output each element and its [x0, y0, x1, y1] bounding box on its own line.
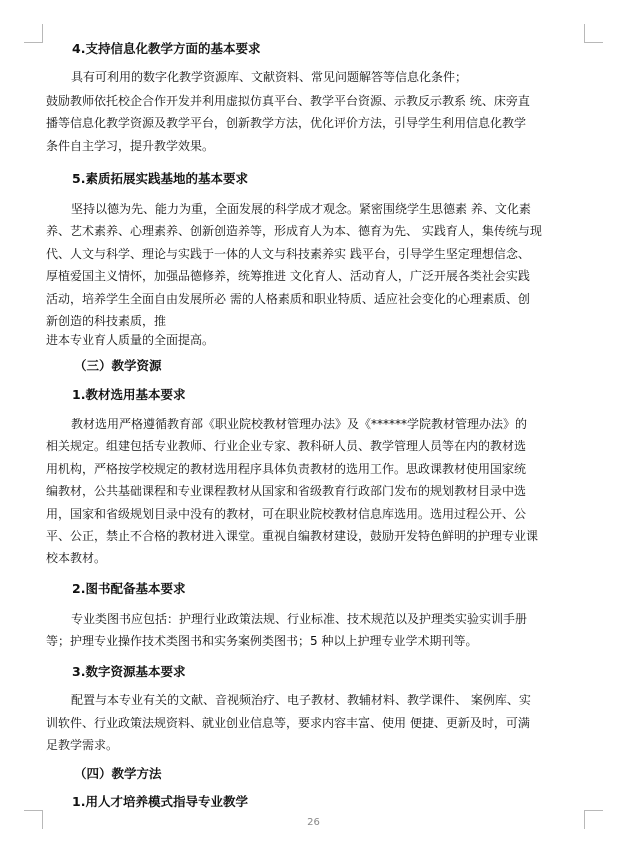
paragraph-line: 养、艺术素养、心理素养、创新创造养等，形成育人为本、德育为先、 实践育人，集传统与现	[46, 224, 542, 238]
section-heading: 5.素质拓展实践基地的基本要求	[72, 171, 248, 186]
paragraph-line: 足教学需求。	[46, 738, 119, 752]
paragraph-line: 代、人文与科学、理论与实践于一体的人文与科技素养实 践平台，引导学生坚定理想信念、	[46, 247, 530, 261]
paragraph-line: 平、公正，禁止不合格的教材进入课堂。重视自编教材建设，鼓励开发特色鲜明的护理专业课	[46, 529, 539, 543]
crop-mark-top-right	[584, 24, 603, 43]
paragraph-line: 配置与本专业有关的文献、音视频治疗、电子教材、教辅材料、教学课件、 案例库、实	[71, 693, 531, 707]
paragraph-line: 训软件、行业政策法规资料、就业创业信息等，要求内容丰富、使用 便捷、更新及时，可满	[46, 716, 530, 730]
chapter-heading: （三）教学资源	[74, 358, 162, 373]
crop-mark-top-left	[24, 24, 43, 43]
section-heading: 1.教材选用基本要求	[72, 387, 186, 402]
paragraph-line: 进本专业育人质量的全面提高。	[46, 333, 215, 347]
paragraph-line: 相关规定。组建包括专业教师、行业企业专家、教科研人员、教学管理人员等在内的教材选	[46, 439, 527, 453]
section-heading: 3.数字资源基本要求	[72, 664, 186, 679]
chapter-heading: （四）教学方法	[74, 766, 162, 781]
paragraph-line: 用，国家和省级规划目录中没有的教材，可在职业院校教材信息库选用。选用过程公开、公	[46, 507, 527, 521]
paragraph-line: 教材选用严格遵循教育部《职业院校教材管理办法》及《******学院教材管理办法》的	[71, 417, 528, 431]
paragraph-line: 播等信息化教学资源及教学平台，创新教学方法，优化评价方法，引导学生利用信息化教学	[46, 116, 527, 130]
paragraph-line: 坚持以德为先、能力为重，全面发展的科学成才观念。紧密围绕学生思德素 养、文化素	[71, 202, 531, 216]
paragraph-line: 具有可利用的数字化教学资源库、文献资料、常见问题解答等信息化条件；	[71, 70, 468, 84]
paragraph-line: 鼓励教师依托校企合作开发并利用虚拟仿真平台、教学平台资源、示教反示教系 统、床旁直	[46, 94, 530, 108]
paragraph-line: 专业类图书应包括：护理行业政策法规、行业标准、技术规范以及护理类实验实训手册	[71, 612, 528, 626]
section-heading: 1.用人才培养模式指导专业教学	[72, 794, 248, 809]
section-heading: 2.图书配备基本要求	[72, 581, 186, 596]
paragraph-line: 用机构，严格按学校规定的教材选用程序具体负责教材的选用工作。思政课教材使用国家统	[46, 462, 527, 476]
paragraph-line: 等；护理专业操作技术类图书和实务案例类图书；5 种以上护理专业学术期刊等。	[46, 634, 478, 648]
paragraph-line: 编教材，公共基础课程和专业课程教材从国家和省级教育行政部门发布的规划教材目录中选	[46, 484, 527, 498]
paragraph-line: 新创造的科技素质，推	[46, 314, 167, 328]
page-number: 26	[307, 817, 320, 828]
paragraph-line: 厚植爱国主义情怀，加强品德修养，统筹推进 文化育人、活动育人，广泛开展各类社会实践	[46, 269, 530, 283]
paragraph-line: 校本教材。	[46, 551, 107, 565]
paragraph-line: 条件自主学习，提升教学效果。	[46, 139, 215, 153]
section-heading: 4.支持信息化教学方面的基本要求	[72, 41, 261, 56]
paragraph-line: 活动，培养学生全面自由发展所必 需的人格素质和职业特质、适应社会变化的心理素质、创	[46, 292, 530, 306]
